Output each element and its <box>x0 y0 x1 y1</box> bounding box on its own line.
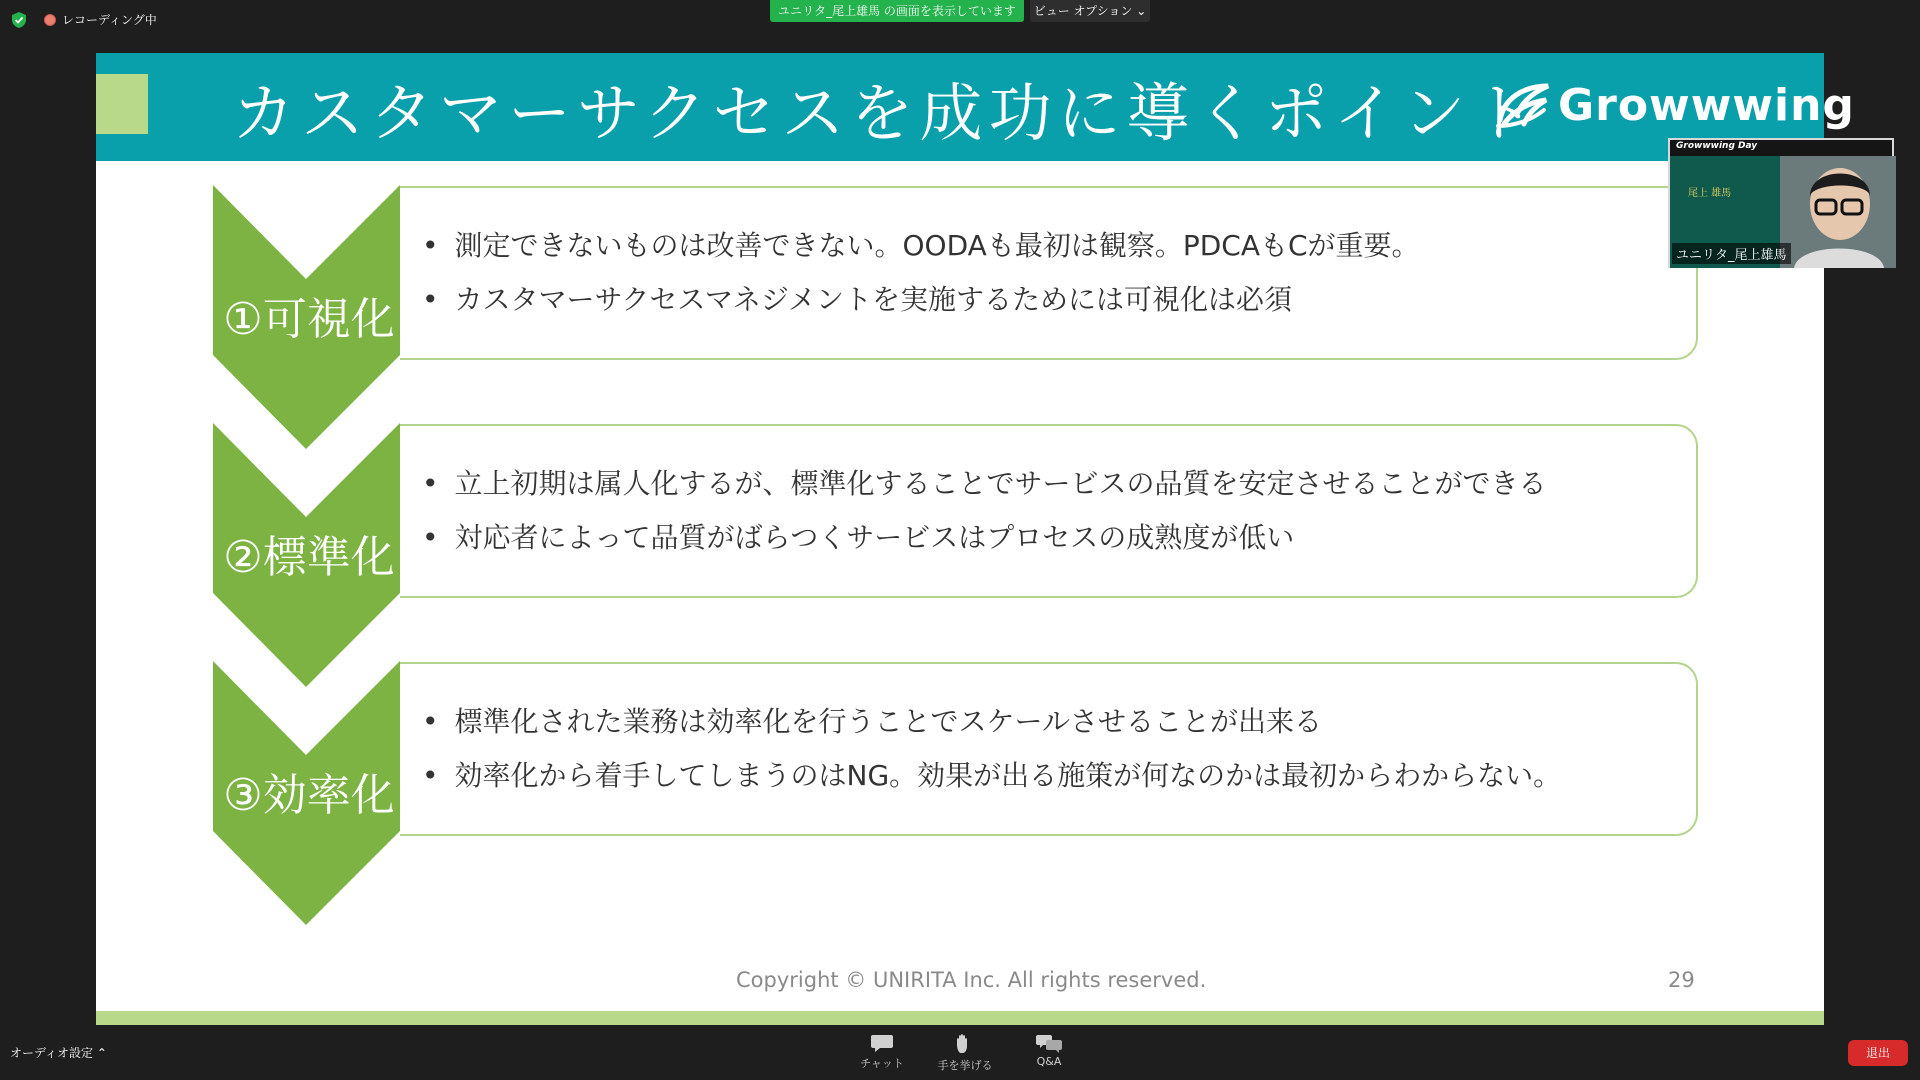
chat-label: チャット <box>860 1057 904 1070</box>
leave-meeting-button[interactable]: 退出 <box>1848 1040 1908 1066</box>
speaker-avatar <box>1780 156 1896 268</box>
screen-share-banner: ユニリタ_尾上雄馬 の画面を表示しています <box>770 0 1024 22</box>
thumbnail-background-name: 尾上 雄馬 <box>1688 188 1732 199</box>
step-1-bullet-2: • カスタマーサクセスマネジメントを実施するためには可視化は必須 <box>422 278 1292 318</box>
thumbnail-event-banner <box>1670 140 1892 156</box>
slide-title: カスタマーサクセスを成功に導くポイント <box>232 77 1541 150</box>
header-accent-block <box>96 74 148 134</box>
qa-button[interactable] <box>1019 1033 1079 1068</box>
growwwing-logo-icon <box>1494 80 1552 130</box>
logo-text: Growwwing <box>1558 79 1855 131</box>
step-2-bullet-1: • 立上初期は属人化するが、標準化することでサービスの品質を安定させることができる <box>422 462 1547 502</box>
shared-slide <box>96 53 1855 1025</box>
view-options-button[interactable]: ビュー オプション ⌄ <box>1030 0 1150 22</box>
chat-icon <box>870 1033 894 1053</box>
growwwing-logo <box>1494 75 1855 135</box>
security-shield-icon[interactable] <box>10 11 28 29</box>
speaker-video-thumbnail[interactable] <box>1668 138 1894 268</box>
step-3-bullet-2: • 効率化から着手してしまうのはNG。効果が出る施策が何なのかは最初からわからない。 <box>422 754 1561 794</box>
step-3-box <box>400 662 1698 836</box>
thumbnail-event-title: Growwwing Day <box>1676 141 1758 151</box>
qa-icon <box>1036 1033 1062 1053</box>
speaker-name-label: ユニリタ_尾上雄馬 <box>1672 243 1791 264</box>
recording-status: レコーディング中 <box>62 13 157 27</box>
slide-header <box>96 53 1855 161</box>
meeting-top-bar <box>0 0 1920 40</box>
step-2-box <box>400 424 1698 598</box>
audio-settings-button[interactable]: オーディオ設定 ⌃ <box>10 1046 107 1060</box>
slide-copyright: Copyright © UNIRITA Inc. All rights reserved. <box>736 968 1207 992</box>
recording-indicator-icon <box>44 14 56 26</box>
speaker-silhouette-icon <box>1780 156 1896 268</box>
step-2-bullet-2: • 対応者によって品質がばらつくサービスはプロセスの成熟度が低い <box>422 516 1294 556</box>
step-3-label: ③効率化 <box>223 770 395 821</box>
step-2-label: ②標準化 <box>223 532 395 583</box>
step-1-label: ①可視化 <box>223 294 395 345</box>
chat-button[interactable] <box>852 1033 912 1071</box>
meeting-control-bar <box>0 1025 1920 1080</box>
step-1-box <box>400 186 1698 360</box>
step-1-bullet-1: • 測定できないものは改善できない。OODAも最初は観察。PDCAもCが重要。 <box>422 224 1420 264</box>
slide-page-number: 29 <box>1668 968 1695 992</box>
slide-footer-bar <box>96 1011 1824 1025</box>
step-3-bullet-1: • 標準化された業務は効率化を行うことでスケールさせることが出来る <box>422 700 1322 740</box>
hand-icon <box>954 1033 976 1055</box>
raise-hand-button[interactable] <box>935 1033 995 1073</box>
raise-hand-label: 手を挙げる <box>937 1059 993 1072</box>
qa-label: Q&A <box>1036 1055 1062 1068</box>
